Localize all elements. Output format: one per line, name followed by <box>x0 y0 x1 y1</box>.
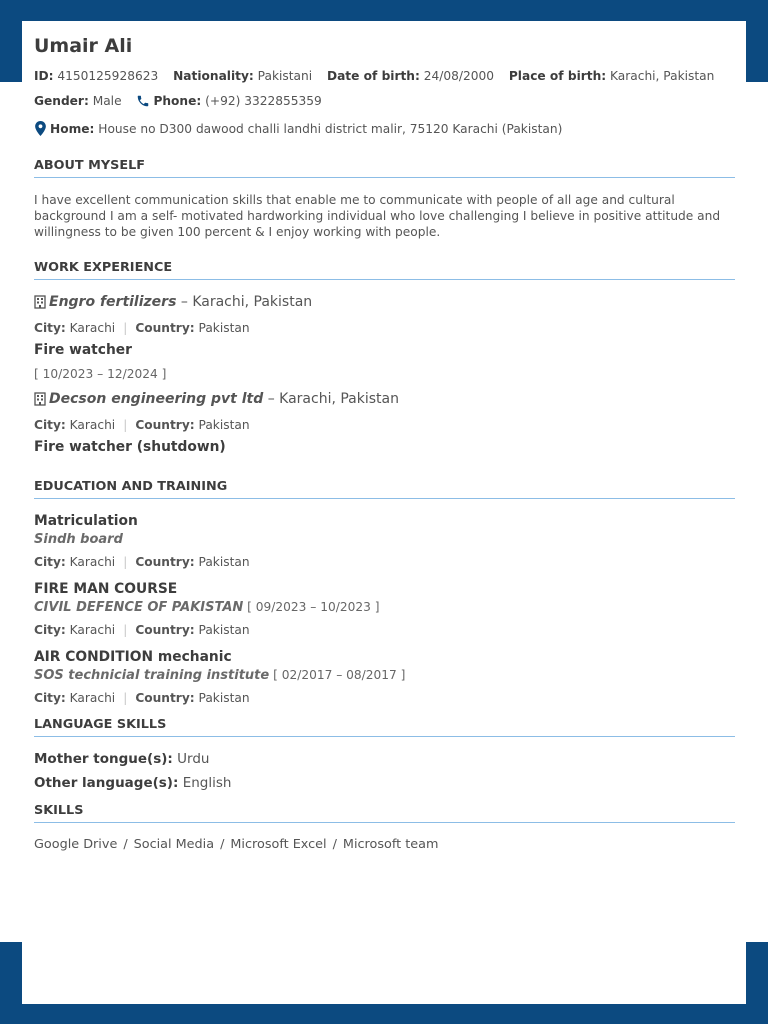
nationality-value: Pakistani <box>257 69 313 83</box>
country-value: Pakistan <box>198 555 250 569</box>
skill-separator: / <box>332 837 337 852</box>
phone-icon <box>136 94 150 112</box>
education-city-country: City: Karachi | Country: Pakistan <box>34 691 250 705</box>
mother-tongue-value: Urdu <box>177 751 210 767</box>
skill-separator: / <box>220 837 225 852</box>
city-label: City: <box>34 555 66 569</box>
job-entry <box>34 391 735 455</box>
city-value: Karachi <box>69 555 116 569</box>
id-value: 4150125928623 <box>57 69 159 83</box>
mother-tongue-line <box>34 751 735 767</box>
job-location: – Karachi, Pakistan <box>263 391 399 407</box>
education-heading: EDUCATION AND TRAINING <box>34 479 735 499</box>
job-city-country: City: Karachi | Country: Pakistan <box>34 418 250 432</box>
job-company-line <box>34 294 735 313</box>
education-org: CIVIL DEFENCE OF PAKISTAN <box>34 600 244 615</box>
country-value: Pakistan <box>198 321 250 335</box>
other-language-label: Other language(s): <box>34 775 179 791</box>
city-label: City: <box>34 691 66 705</box>
education-org: Sindh board <box>34 532 123 547</box>
job-company-line <box>34 391 735 410</box>
skill-item: Social Media <box>133 837 215 852</box>
country-value: Pakistan <box>198 691 250 705</box>
education-title: AIR CONDITION mechanic <box>34 649 232 665</box>
other-language-line <box>34 775 735 791</box>
education-title: FIRE MAN COURSE <box>34 581 178 597</box>
pob-label: Place of birth: <box>508 69 607 83</box>
dob-value: 24/08/2000 <box>423 69 494 83</box>
pob-value: Karachi, Pakistan <box>610 69 715 83</box>
skills-heading: SKILLS <box>34 803 735 823</box>
job-company: Decson engineering pvt ltd <box>49 391 264 407</box>
education-org: SOS technicial training institute <box>34 668 270 683</box>
education-entry <box>34 649 735 705</box>
candidate-name: Umair Ali <box>34 35 133 57</box>
city-label: City: <box>34 321 66 335</box>
about-text: I have excellent communication skills that enable me to communicate with people of all age and cultural background I am a self- motivated hardworking individual who love challenging I believe in positive attitude and willingness to be given 100 percent & I enjoy working with people. <box>34 193 721 239</box>
id-label: ID: <box>34 69 54 83</box>
gender-label: Gender: <box>34 94 89 108</box>
cv-page <box>34 35 735 852</box>
country-label: Country: <box>135 691 195 705</box>
education-dates: [ 09/2023 – 10/2023 ] <box>243 600 380 614</box>
job-role: Fire watcher (shutdown) <box>34 439 226 455</box>
job-company: Engro fertilizers <box>49 294 177 310</box>
skill-item: Microsoft Excel <box>230 837 327 852</box>
phone-value[interactable]: (+92) 3322855359 <box>205 94 322 108</box>
home-address-line <box>34 121 735 140</box>
personal-info-line-2 <box>34 93 735 112</box>
city-label: City: <box>34 418 66 432</box>
frame-left-top <box>0 0 22 82</box>
dob-label: Date of birth: <box>326 69 420 83</box>
education-city-country: City: Karachi | Country: Pakistan <box>34 555 250 569</box>
frame-bottom-bar <box>0 1004 768 1024</box>
education-city-country: City: Karachi | Country: Pakistan <box>34 623 250 637</box>
education-org-line <box>34 600 735 615</box>
language-skills-heading: LANGUAGE SKILLS <box>34 717 735 737</box>
job-entry <box>34 294 735 381</box>
skills-list <box>34 837 735 852</box>
education-org-line <box>34 532 735 547</box>
building-icon <box>34 392 46 410</box>
education-entry <box>34 581 735 637</box>
city-value: Karachi <box>69 418 116 432</box>
education-entry <box>34 513 735 569</box>
nationality-label: Nationality: <box>173 69 254 83</box>
personal-info-line-1 <box>34 68 735 84</box>
job-city-country: City: Karachi | Country: Pakistan <box>34 321 250 335</box>
skill-item: Google Drive <box>34 837 118 852</box>
country-value: Pakistan <box>198 418 250 432</box>
skill-separator: / <box>123 837 128 852</box>
country-label: Country: <box>135 418 195 432</box>
city-label: City: <box>34 623 66 637</box>
frame-top-bar <box>0 0 768 21</box>
education-title: Matriculation <box>34 513 138 529</box>
education-org-line <box>34 668 735 683</box>
mother-tongue-label: Mother tongue(s): <box>34 751 173 767</box>
city-value: Karachi <box>69 691 116 705</box>
job-role: Fire watcher <box>34 342 132 358</box>
work-experience-heading: WORK EXPERIENCE <box>34 260 735 280</box>
country-label: Country: <box>135 555 195 569</box>
about-heading: ABOUT MYSELF <box>34 158 735 178</box>
city-value: Karachi <box>69 321 116 335</box>
home-label: Home: <box>50 122 95 136</box>
gender-value: Male <box>92 94 122 108</box>
building-icon <box>34 295 46 313</box>
country-label: Country: <box>135 321 195 335</box>
education-dates: [ 02/2017 – 08/2017 ] <box>269 668 406 682</box>
job-location: – Karachi, Pakistan <box>176 294 313 310</box>
location-pin-icon <box>34 121 47 140</box>
other-language-value: English <box>182 775 232 791</box>
country-label: Country: <box>135 623 195 637</box>
job-dates: [ 10/2023 – 12/2024 ] <box>34 367 167 381</box>
skill-item: Microsoft team <box>342 837 439 852</box>
country-value: Pakistan <box>198 623 250 637</box>
home-value: House no D300 dawood challi landhi district malir, 75120 Karachi (Pakistan) <box>98 122 563 136</box>
phone-label: Phone: <box>153 94 202 108</box>
frame-right-top <box>746 0 768 82</box>
city-value: Karachi <box>69 623 116 637</box>
